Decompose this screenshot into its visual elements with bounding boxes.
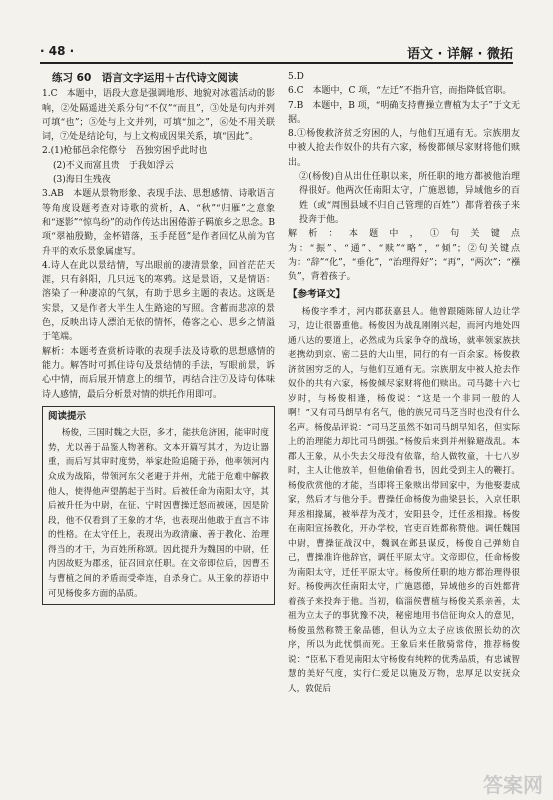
answer-paragraph: 解析：本题考查赏析诗歌的表现手法及诗歌的思想感情的能力。解答时可抓住诗句及景结情的手法，写眼前景，诉心中情，而后展开情意上的细节，再结合注⑦及诗句体味诗人感情，最后分析景对情的烘托作用即可。	[42, 346, 275, 400]
answer-paragraph: 5.D	[288, 72, 304, 82]
translation-paragraph: 杨俊字季才，河内郡获嘉县人。他曾跟随陈留人边让学习，边让很器重他。杨俊因为战乱刚刚兴起，而河内地处四通八达的要道上，必然成为兵家争夺的战场，就率领家族扶老携幼到京、密二县的大山里，同行的有一百余家。杨俊救济贫困穷乏的人，与他们互通有无。宗族朋友中被人抢去作奴仆的共有六家，杨俊倾尽家财将他们赎出。司马懿十六七岁时，与杨俊相逢，杨俊说：“这是一个非同一般的人啊！”又有司马朗早有名气，他的族兄司马芝当时也没有什么名声。杨俊品评说：“司马芝虽然不如司马朗早知名，但实际上的治理能力却比司马朗强。”杨俊后来到并州躲避战乱。本郡人王象，从小失去父母没有依靠，给人做牧童，十七八岁时，主人让他放羊，但他偷偷看书，因此受到主人的鞭打。杨俊欣赏他的才能，当即将王象赎出带回家中，为他娶妻成家，然后才与他分手。曹操任命杨俊为曲梁县长，入京任职拜丞相掾属，被举荐为茂才，安阳县令，迁任丞相掾。杨俊在南阳宣扬教化，开办学校，官吏百姓都称赞他。调任魏国中尉，曹操征战汉中，魏讽在邺县谋反，杨俊自己弹劾自己，曹操准许他辞官，调任平原太守。文帝即位，任命杨俊为南阳太守，迁任平原太守。杨俊所任职的地方都治理得很好。杨俊两次任南阳太守，广施恩德，异域他乡的百姓都背着孩子来投奔于他。当初，临淄侯曹植与杨俊关系亲善，太祖为立太子的事犹豫不决，秘密地用书信征询众人的意见，杨俊虽然称赞王象品德，但认为立太子应该依照长幼的次序，所以为此忧惧而死。王象后来任散骑常侍，推荐杨俊说：“臣私下看见南阳太守杨俊有纯粹的优秀品质，有忠诚智慧的美好气度，实行仁爱足以施及万物，忠厚足以安抚众人，敦促后	[288, 306, 520, 694]
reference-title: 【参考译文】	[288, 289, 346, 301]
answer-paragraph: 4.诗人在此以景结情，写出眼前的凄清景象，回首茫茫天涯，只有斜阳，几只远飞的寒鸦。这是景语，又是情语：溶染了一种凄凉的气氛，有助于思乡主题的表达。这既是实景，又是作者大半生人生路途的写照。含蓄而悲凉的景色，反映出诗人漂泊无依的情怀，倦客之心、思乡之情溢于笔端。	[42, 260, 275, 343]
answer-paragraph: 解析：本题中，①句关键点为：“振”、“通”、“赎”“略”，“倾”；②句关键点为：“辞”“化”，“垂化”，“治理得好”；“再”，“两次”；“襁负”，背着孩子。	[288, 229, 520, 283]
answer-paragraph: 6.C 本题中，C 项，“左迁”不指升官，而指降低官职。	[288, 86, 512, 97]
answer-paragraph: ②(杨俊)自从出仕任职以来，所任职的地方都被他治理得很好。他两次任南阳太守，广施恩德，异域他乡的百姓（或“周围县域不归自己管理的百姓”）都背着孩子来投奔于他。	[299, 172, 520, 225]
reading-tip-title: 阅读提示	[48, 410, 87, 422]
section-title: 练习 60 语言文字运用＋古代诗文阅读	[52, 72, 239, 84]
answer-paragraph: 3.AB 本题从景物形象、表现手法、思想感情、诗歌语言等角度设题考查对诗歌的赏析，A、“秋”“归雁”之意象和“逐影”“惊鸟纷”的动作传达出困倦游子羁旅乡之思念。B 项“翠袖殷勤，金杯错落，玉手琵琶”是作者回忆从前为官升平的欢乐景象属虚写。	[42, 189, 275, 257]
left-column	[42, 70, 275, 605]
reference-translation	[288, 305, 520, 697]
answer-list-left	[42, 87, 275, 402]
answer-paragraph: 1.C 本题中，语段大意是强调地形、地貌对冰雹活动的影响，②处隔遥进关系分句“不仅”“而且”，③处是句内并列可填“也”；⑤处与上文并列，可填“加之”，⑥处不用关联词，⑦处是结论句，与上文构成因果关系，填“因此”。	[42, 89, 275, 143]
header-rule	[40, 62, 513, 64]
header-title: 语文 · 详解 · 微拓	[407, 47, 513, 62]
right-column	[288, 70, 520, 696]
answer-paragraph: 7.B 本题中，B 项，“明确支持曹操立曹植为太子”于文无据。	[288, 100, 520, 125]
page-number: · 48 ·	[40, 44, 75, 58]
answer-paragraph: 2.(1)枪郁邑余侘傺兮 吾独穷困乎此时也	[42, 146, 208, 157]
watermark-logo: 答案网	[483, 773, 543, 797]
answer-paragraph: 8.①杨俊救济贫乏穷困的人，与他们互通有无。宗族朋友中被人抢去作奴仆的共有六家，杨俊都倾尽家财将他们赎出。	[288, 129, 520, 168]
page-header	[40, 40, 513, 62]
reading-tip-body: 杨俊，三国时魏之大臣，多才，能扶危济困，能审时度势，尤以善于品鉴人物著称。文本开篇写其才，为边让器重，而后写其审时度势，举家赴险追随于孙，他率领河内众成为战陷，带领河东父老避于并州，尤能于危难中解救他人，使得他声望鹊起于当时。后被任命为南阳太守，其后被升任为中尉，在征、宁时因曹操迁怒而被诬，因是阶段，他不仅看到了王象的才华，也表现出他敢于直言不讳的性格。在太守任上，表现出为政清廉、善于教化、治理得当的才干，为百姓所称颂。因此提升为魏国的中尉，任内因故贬为郡丞，征召回京任职。在文帝即位后，因曹丕与曹植之间的矛盾而受牵连，自杀身亡。从王象的荐语中可见杨俊多方面的品质。	[48, 428, 269, 599]
answer-paragraph: (3)海日生残夜	[53, 175, 111, 186]
reading-tip-box	[42, 406, 275, 605]
answer-paragraph: (2)不义而富且贵 于我如浮云	[53, 160, 174, 171]
answer-list-right	[288, 70, 520, 284]
